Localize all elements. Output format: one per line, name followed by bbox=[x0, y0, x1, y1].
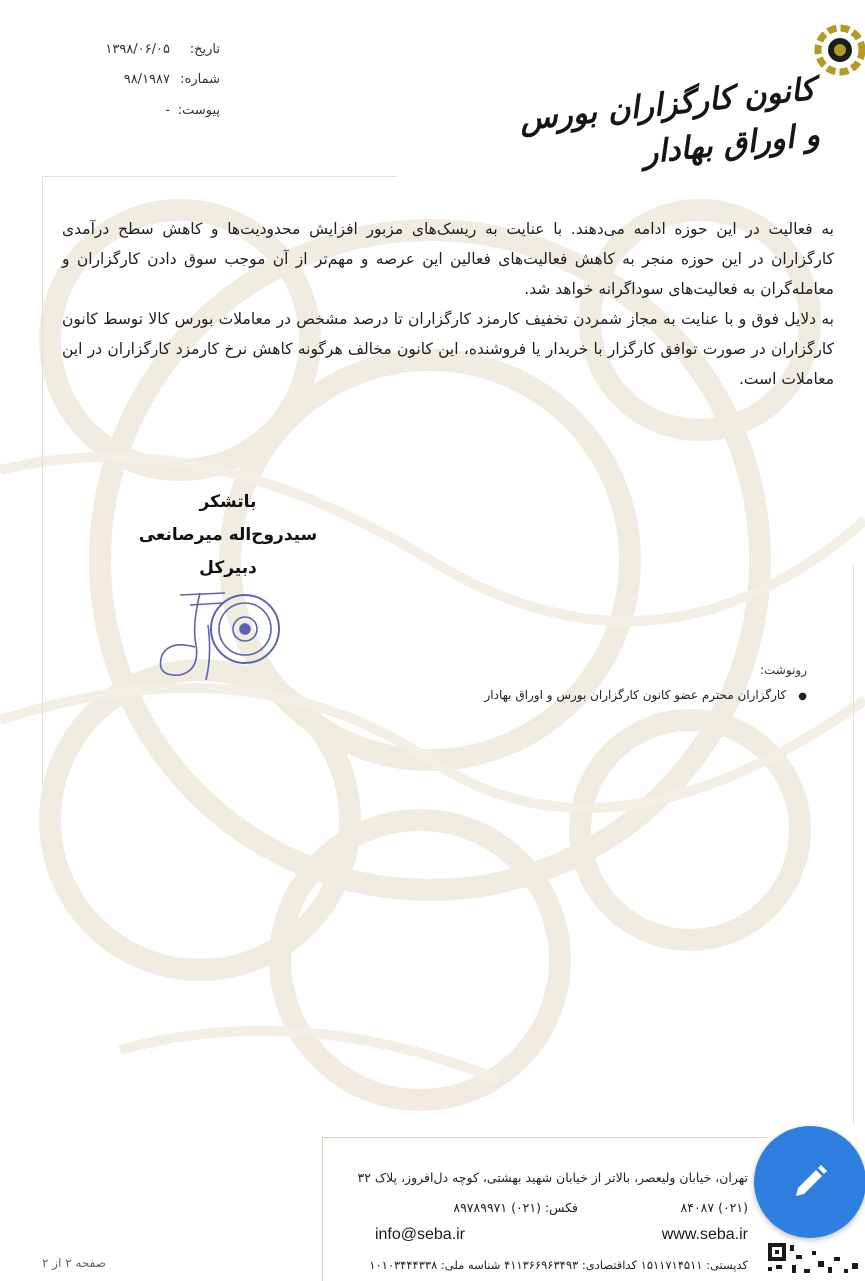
cc-list-item bbox=[485, 688, 807, 702]
attachment-label: پیوست: bbox=[177, 103, 220, 118]
footer-fax: فکس: (۰۲۱) ۸۹۷۸۹۹۷۱ bbox=[453, 1200, 578, 1215]
number-row bbox=[124, 72, 220, 87]
letter-body bbox=[62, 214, 834, 394]
date-value: ۱۳۹۸/۰۶/۰۵ bbox=[105, 42, 170, 57]
signatory-title: دبیرکل bbox=[199, 558, 257, 578]
edit-fab-button[interactable] bbox=[754, 1126, 865, 1238]
frame-left-line bbox=[42, 176, 43, 786]
footer-phone: (۰۲۱) ۸۴۰۸۷ bbox=[680, 1200, 748, 1215]
date-label: تاریخ: bbox=[189, 42, 220, 57]
pencil-icon bbox=[790, 1162, 830, 1202]
date-row bbox=[105, 42, 220, 57]
footer-email[interactable]: info@seba.ir bbox=[374, 1226, 465, 1243]
number-value: ۹۸/۱۹۸۷ bbox=[123, 72, 170, 87]
body-paragraph: به فعالیت در این حوزه ادامه می‌دهند. با عنایت به ریسک‌های مزبور افزایش محدودیت‌ها و کاهش سطح درآمدی کارگزاران در این حوزه منجر به کاهش فعالیت‌های فعالین این عرصه و مهم‌تر از آن موجب سوق دادن کارگزاران و معامله‌گران به فعالیت‌های سوداگرانه خواهد شد. bbox=[62, 220, 834, 298]
signature-block bbox=[120, 486, 336, 585]
footer-codes: کدپستی: ۱۵۱۱۷۱۴۵۱۱ کداقتصادی: ۴۱۱۳۶۶۹۶۳۴۹۳ شناسه ملی: ۱۰۱۰۳۴۴۴۳۳۸ bbox=[369, 1258, 748, 1272]
bullet-icon: ● bbox=[798, 691, 807, 702]
attachment-value: - bbox=[165, 103, 170, 118]
footer-address: تهران، خیابان ولیعصر، بالاتر از خیابان شهید بهشتی، کوچه دل‌افروز، پلاک ۳۲ bbox=[357, 1170, 748, 1185]
signature-and-seal bbox=[150, 585, 290, 685]
closing-text: باتشکر bbox=[199, 492, 257, 512]
footer-website[interactable]: www.seba.ir bbox=[661, 1226, 748, 1243]
cc-label: رونوشت: bbox=[759, 663, 807, 677]
body-paragraph: به دلایل فوق و با عنایت به مجاز شمردن تخفیف کارمزد کارگزاران تا درصد مشخص در معاملات بورس کالا توسط کانون کارگزاران در صورت توافق کارگزار با خریدار یا فروشنده، این کانون مخالف هرگونه کاهش نرخ کارمزد کارگزاران در این معاملات است. bbox=[62, 310, 834, 388]
attachment-row bbox=[165, 103, 220, 118]
page-indicator: صفحه ۲ از ۲ bbox=[42, 1256, 106, 1270]
frame-right-line bbox=[853, 565, 854, 1125]
cc-item-text: کارگزاران محترم عضو کانون کارگزاران بورس و اوراق بهادار bbox=[484, 688, 787, 702]
organization-name: کانون کارگزاران بورس و اوراق بهادار bbox=[517, 71, 822, 172]
logo-mark-icon bbox=[812, 22, 865, 78]
number-label: شماره: bbox=[180, 72, 220, 87]
frame-top-line bbox=[42, 176, 397, 177]
letterhead-footer bbox=[322, 1137, 768, 1281]
signatory-name: سیدروح‌اله میرصانعی bbox=[138, 525, 318, 545]
